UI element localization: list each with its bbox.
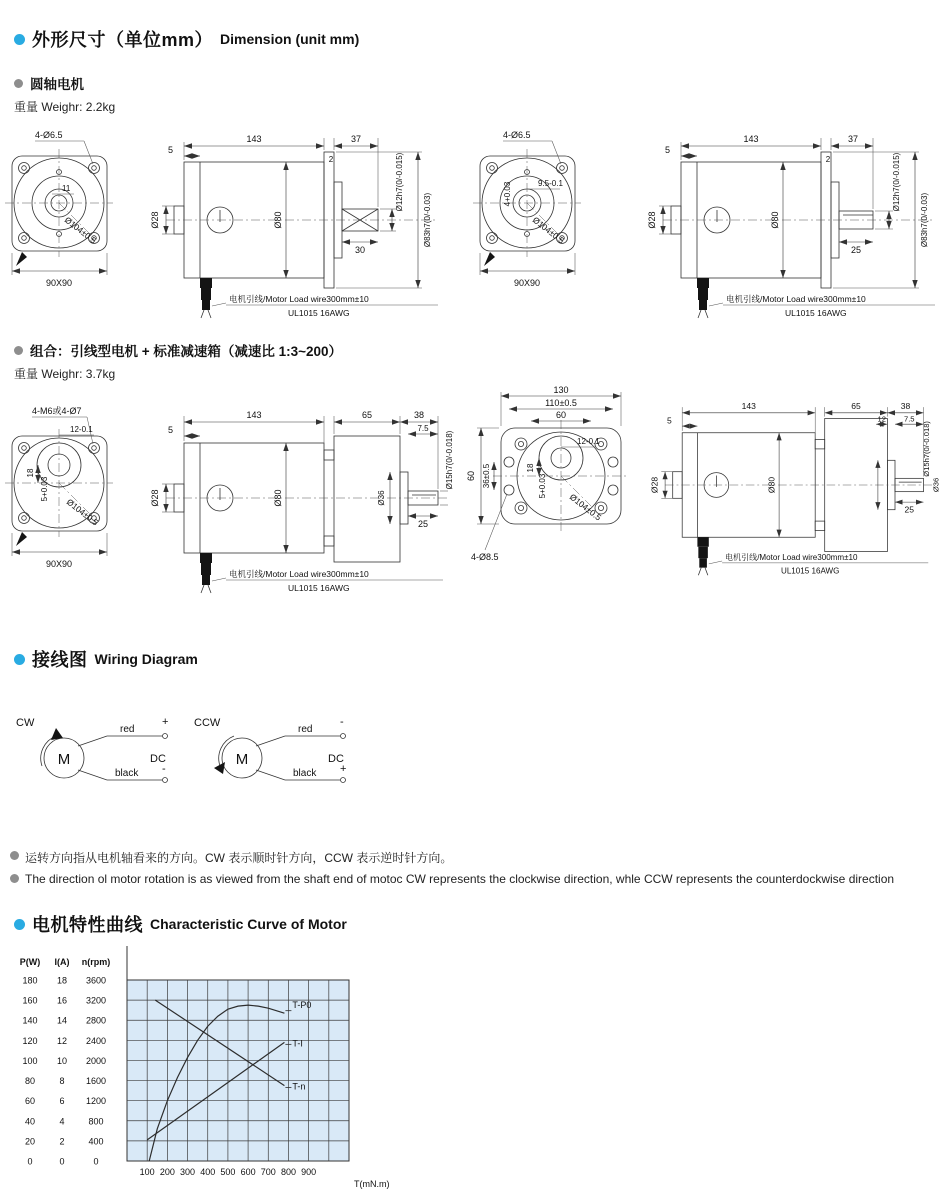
dim-length: 143 xyxy=(246,410,262,420)
dim-front: 5 xyxy=(168,145,174,155)
curve-title-zh: 电机特性曲线 xyxy=(32,915,143,935)
y-tick-label: 60 xyxy=(24,1096,36,1107)
dim-36: 36±0.5 xyxy=(482,463,491,489)
dim-shaft-tol: Ø12h7(0/-0.015) xyxy=(892,152,901,212)
blue-bullet-icon xyxy=(14,34,25,45)
wire-label-2: UL1015 16AWG xyxy=(288,583,350,593)
motor2-side-view xyxy=(635,122,945,322)
motor-outline xyxy=(665,419,935,576)
dim-shaft-tol: Ø12h7(0/-0.015) xyxy=(395,152,404,212)
blue-bullet-icon xyxy=(14,919,25,930)
dim-body: Ø80 xyxy=(770,211,780,229)
note-en xyxy=(10,872,945,886)
section-title-zh: 外形尺寸（单位mm） xyxy=(32,30,214,50)
gray-bullet-icon xyxy=(14,346,23,355)
top-terminal-sign: + xyxy=(162,716,169,728)
dimension-labels xyxy=(480,130,575,288)
y-tick-label: 2000 xyxy=(85,1055,107,1066)
x-tick-label: 700 xyxy=(260,1167,276,1177)
note-en-text: The direction ol motor rotation is as viewed from the shaft end of motoc CW represents the clockwise direction, whle CCW represents the counterdockwise direction xyxy=(25,872,895,886)
dim-ext: 37 xyxy=(350,134,362,144)
wiring-diagram-ccw xyxy=(190,710,365,805)
section-title-en: Dimension (unit mm) xyxy=(220,31,360,47)
y-tick-label: 400 xyxy=(88,1136,104,1147)
dim-boss: Ø28 xyxy=(150,211,160,229)
dim-18: 18 xyxy=(526,463,535,473)
wire-black-label: black xyxy=(115,768,139,779)
round-shaft-subheading xyxy=(14,73,84,93)
plot-area xyxy=(127,980,349,1161)
dim-body: Ø80 xyxy=(766,476,777,494)
dim-pcd: Ø104±0.5 xyxy=(64,496,101,528)
combo-weight: 重量 Weighr: 3.7kg xyxy=(14,367,116,381)
gearmotor1-front-view xyxy=(2,401,147,581)
dim-110: 110±0.5 xyxy=(545,398,577,408)
series-label: T-n xyxy=(292,1081,306,1092)
dim-output-boss: Ø36 xyxy=(931,477,941,493)
dim-flange-tol: Ø83h7(0/-0.03) xyxy=(920,192,929,248)
dim-body: Ø80 xyxy=(273,489,283,507)
gray-bullet-icon xyxy=(14,79,23,88)
x-tick-label: 800 xyxy=(280,1167,296,1177)
dim-pcd: Ø104±0.5 xyxy=(530,214,567,246)
dim-front: 5 xyxy=(168,425,174,435)
y-tick-label: 2400 xyxy=(85,1035,107,1046)
dim-18: 18 xyxy=(26,468,35,478)
dim-shaft-tol: Ø15h7(0/-0.018) xyxy=(445,430,454,490)
gray-bullet-icon xyxy=(10,874,19,883)
y-tick-label: 160 xyxy=(22,995,38,1006)
y-tick-label: 1600 xyxy=(85,1076,107,1087)
gearmotor1-side-view xyxy=(138,398,458,598)
y-tick-label: 0 xyxy=(59,1156,65,1167)
y-tick-label: 6 xyxy=(59,1096,65,1107)
dimension-labels xyxy=(650,401,941,575)
y-tick-label: 3200 xyxy=(85,995,107,1006)
dim-gearbox: 65 xyxy=(361,410,373,420)
wiring-diagram-cw xyxy=(12,710,187,805)
wire-label-1: 电机引线/Motor Load wire300mm±10 xyxy=(229,294,369,304)
dimension-labels xyxy=(466,385,621,562)
y-tick-label: 180 xyxy=(22,975,38,986)
dim-length: 143 xyxy=(741,401,756,411)
dim-length: 143 xyxy=(743,134,759,144)
dim-hatch: 30 xyxy=(354,245,366,255)
curve-title-en: Characteristic Curve of Motor xyxy=(150,916,347,932)
wire-label-1: 电机引线/Motor Load wire300mm±10 xyxy=(726,294,866,304)
note-zh xyxy=(10,849,940,866)
wiring-title-zh: 接线图 xyxy=(32,650,88,670)
wire-red-label: red xyxy=(298,724,313,735)
supply-label: DC xyxy=(328,753,344,765)
y-tick-label: 18 xyxy=(56,975,68,986)
direction-label: CCW xyxy=(194,717,221,729)
supply-label: DC xyxy=(150,753,166,765)
blue-bullet-icon xyxy=(14,654,25,665)
bottom-terminal-sign: + xyxy=(340,763,347,775)
dim-output-boss: Ø36 xyxy=(377,490,386,506)
motor1-front-view xyxy=(2,128,147,296)
motor2-front-view xyxy=(470,128,615,296)
wire-label-1: 电机引线/Motor Load wire300mm±10 xyxy=(229,569,369,579)
gray-bullet-icon xyxy=(10,851,19,860)
dim-shaft-tol: Ø15h7(0/-0.018) xyxy=(922,421,932,477)
note-zh-text: 运转方向指从电机轴看来的方向。CW 表示顺时针方向，CCW 表示逆时针方向。 xyxy=(25,851,453,865)
y-tick-label: 100 xyxy=(22,1055,38,1066)
x-tick-label: 600 xyxy=(240,1167,256,1177)
dim-ext: 38 xyxy=(900,401,911,411)
dim-60-left: 60 xyxy=(466,470,476,482)
dim-5tol: 5+0.03 xyxy=(40,476,49,502)
dim-pcd: Ø104±0.5 xyxy=(62,214,99,246)
dim-ext: 37 xyxy=(847,134,859,144)
motor-outline xyxy=(5,429,113,546)
dim-front: 5 xyxy=(667,415,672,426)
dim-7-5: 7.5 xyxy=(903,414,915,424)
x-tick-label: 100 xyxy=(139,1167,155,1177)
motor-symbol: M xyxy=(57,751,71,768)
dim-frame: 90X90 xyxy=(513,278,541,288)
y-tick-label: 1200 xyxy=(85,1096,107,1107)
dim-flange-tol: Ø83h7(0/-0.03) xyxy=(423,192,432,248)
series-label: T-I xyxy=(292,1038,303,1049)
axis-header: n(rpm) xyxy=(81,957,111,967)
x-axis-label: T(mN.m) xyxy=(354,1179,390,1189)
bottom-terminal-sign: - xyxy=(162,763,166,775)
dimension-labels xyxy=(12,130,107,288)
wire-label-2: UL1015 16AWG xyxy=(781,566,840,576)
y-tick-label: 140 xyxy=(22,1015,38,1026)
wire-label-2: UL1015 16AWG xyxy=(785,308,847,318)
y-tick-label: 12 xyxy=(56,1035,68,1046)
rotation-arrow-icon xyxy=(51,728,63,740)
dim-shaft-length: 25 xyxy=(417,519,429,529)
y-tick-label: 10 xyxy=(56,1055,68,1066)
section-wiring-heading xyxy=(14,646,198,672)
dim-12: 12 xyxy=(877,414,886,424)
dim-gearbox: 65 xyxy=(851,401,861,411)
x-tick-label: 400 xyxy=(200,1167,216,1177)
gearmotor2-front-view xyxy=(465,384,660,574)
wire-red-label: red xyxy=(120,724,135,735)
y-tick-label: 0 xyxy=(27,1156,33,1167)
x-tick-label: 900 xyxy=(301,1167,317,1177)
section-dimension-heading xyxy=(14,26,359,52)
dim-7-5: 7.5 xyxy=(417,424,429,433)
y-tick-label: 800 xyxy=(88,1116,104,1127)
dim-boss: Ø28 xyxy=(649,476,660,494)
y-tick-label: 2800 xyxy=(85,1015,107,1026)
dim-length: 143 xyxy=(246,134,262,144)
motor1-side-view xyxy=(138,122,448,322)
characteristic-curve-chart xyxy=(0,940,480,1189)
motor-outline xyxy=(5,149,113,266)
top-terminal-sign: - xyxy=(340,716,344,728)
series-label: T-P0 xyxy=(292,1000,312,1011)
axis-header: P(W) xyxy=(19,957,41,967)
dim-shaft-length: 25 xyxy=(904,504,915,515)
x-tick-label: 500 xyxy=(220,1167,236,1177)
dim-bolt-circle: 4-M6或4-Ø7 xyxy=(32,406,82,416)
axis-header: I(A) xyxy=(54,957,70,967)
direction-label: CW xyxy=(16,717,35,729)
dim-key: 12-0.1 xyxy=(70,425,93,434)
motor-outline xyxy=(473,149,581,266)
dim-boss: Ø28 xyxy=(647,211,657,229)
dim-frame: 90X90 xyxy=(45,278,73,288)
dim-shaft-length: 25 xyxy=(850,245,862,255)
y-tick-label: 14 xyxy=(56,1015,68,1026)
y-tick-label: 20 xyxy=(24,1136,36,1147)
dim-plate: 2 xyxy=(328,155,334,164)
y-tick-label: 2 xyxy=(59,1136,65,1147)
dim-front: 5 xyxy=(665,145,671,155)
dim-plate: 2 xyxy=(825,155,831,164)
motor-symbol: M xyxy=(235,751,249,768)
gearmotor2-side-view xyxy=(638,390,943,580)
dim-bolt-circle: 4-Ø6.5 xyxy=(503,130,531,140)
x-tick-label: 300 xyxy=(180,1167,196,1177)
dim-ext: 38 xyxy=(413,410,425,420)
y-tick-label: 0 xyxy=(93,1156,99,1167)
dim-frame: 90X90 xyxy=(45,559,73,569)
y-tick-label: 3600 xyxy=(85,975,107,986)
wiring-title-en: Wiring Diagram xyxy=(94,651,198,667)
round-shaft-title: 圆轴电机 xyxy=(30,77,84,92)
section-curve-heading xyxy=(14,911,347,937)
dim-bolt-circle: 4-Ø6.5 xyxy=(35,130,63,140)
dim-key: 11 xyxy=(62,184,71,193)
y-tick-label: 16 xyxy=(56,995,68,1006)
dim-key-height: 4+0.03 xyxy=(503,181,512,207)
dim-60-top: 60 xyxy=(555,410,567,420)
dim-key: 12-0.1 xyxy=(577,437,600,446)
x-tick-label: 200 xyxy=(159,1167,175,1177)
y-tick-label: 8 xyxy=(59,1076,65,1087)
dim-pcd: Ø104±0.5 xyxy=(567,491,604,523)
y-tick-label: 40 xyxy=(24,1116,36,1127)
wire-label-1: 电机引线/Motor Load wire300mm±10 xyxy=(724,553,858,563)
wire-label-2: UL1015 16AWG xyxy=(288,308,350,318)
dim-key: 9.5-0.1 xyxy=(538,179,563,188)
dim-boss: Ø28 xyxy=(150,489,160,507)
wire-black-label: black xyxy=(293,768,317,779)
dim-side-holes: 4-Ø8.5 xyxy=(471,552,499,562)
dim-5tol: 5+0.03 xyxy=(538,473,547,499)
round-shaft-weight: 重量 Weighr: 2.2kg xyxy=(14,100,116,114)
y-tick-label: 120 xyxy=(22,1035,38,1046)
dim-130: 130 xyxy=(553,385,569,395)
y-tick-label: 80 xyxy=(24,1076,36,1087)
dim-body: Ø80 xyxy=(273,211,283,229)
combo-title: 组合：引线型电机 + 标准减速箱（减速比 1:3~200） xyxy=(30,344,343,359)
combo-subheading xyxy=(14,340,342,360)
y-tick-label: 4 xyxy=(59,1116,65,1127)
page xyxy=(0,18,950,1189)
